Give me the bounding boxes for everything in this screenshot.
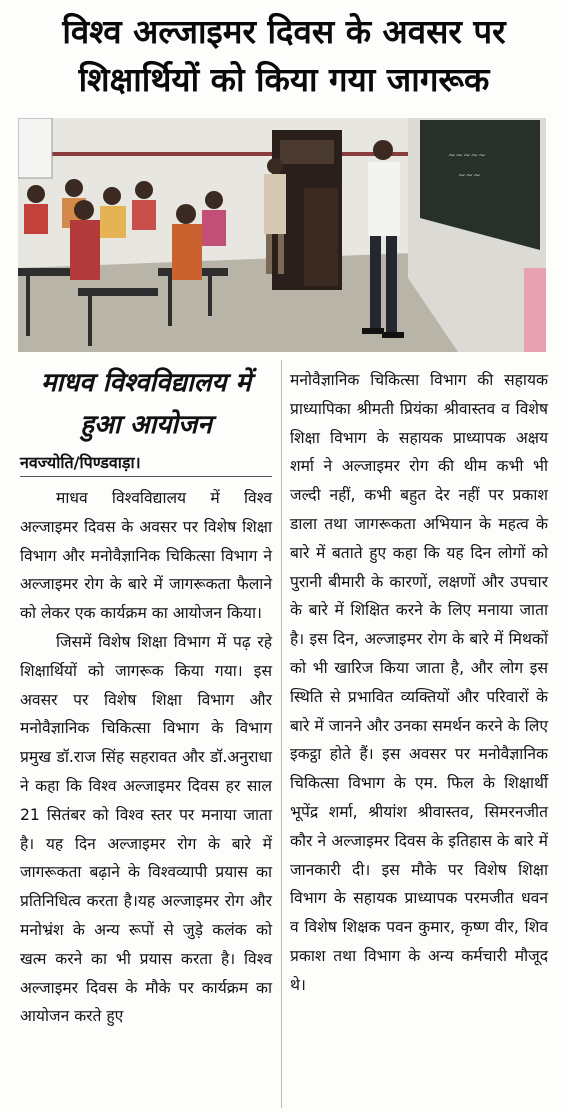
article-column-right bbox=[290, 366, 548, 1000]
column-divider bbox=[281, 360, 282, 1108]
dateline: नवज्योति/पिण्डवाड़ा। bbox=[20, 452, 272, 477]
classroom-photo-illustration bbox=[18, 118, 546, 352]
event-photo bbox=[18, 118, 546, 352]
paragraph-1: माधव विश्वविद्यालय में विश्व अल्जाइमर दिवस के अवसर पर विशेष शिक्षा विभाग और मनोवैज्ञानिक चिकित्सा विभाग ने अल्जाइमर रोग के बारे में जागरूकता फैलाने को लेकर एक कार्यक्रम का आयोजन किया। bbox=[20, 489, 272, 623]
sub-headline: माधव विश्वविद्यालय में हुआ आयोजन bbox=[40, 368, 252, 440]
article-column-left bbox=[20, 484, 272, 1031]
paragraph-3: मनोवैज्ञानिक चिकित्सा विभाग की सहायक प्राध्यापिका श्रीमती प्रियंका श्रीवास्तव व विशेष शिक्षा विभाग के सहायक प्राध्यापक अक्षय शर्मा ने अल्जाइमर रोग की थीम कभी भी जल्दी नहीं, कभी बहुत देर नहीं पर प्रकाश डाला तथा जागरूकता अभियान के महत्व के बारे में बताते हुए कहा कि यह दिन लोगों को पुरानी बीमारी के कारणों, लक्षणों और उपचार के बारे में शिक्षित करने के लिए मनाया जाता है। इस दिन, अल्जाइमर रोग के बारे में मिथकों को भी खारिज किया जाता है, और लोग इस स्थिति से प्रभावित व्यक्तियों और परिवारों के बारे में जानने और उनका समर्थन करने के लिए इकट्ठा होते हैं। इस अवसर पर मनोवैज्ञानिक चिकित्सा विभाग के एम. फिल के शिक्षार्थी भूपेंद्र शर्मा, श्रीयांश श्रीवास्तव, सिमरनजीत कौर ने अल्जाइमर दिवस के इतिहास के बारे में जानकारी दी। इस मौके पर विशेष शिक्षा विभाग के सहायक प्राध्यापक परमजीत धवन व विशेष शिक्षक पवन कुमार, कृष्ण वीर, शिव प्रकाश तथा विभाग के अन्य कर्मचारी मौजूद थे। bbox=[290, 371, 548, 994]
svg-text:~~~~~: ~~~~~ bbox=[448, 151, 486, 161]
svg-text:~~~: ~~~ bbox=[458, 171, 481, 181]
paragraph-2: जिसमें विशेष शिक्षा विभाग में पढ़ रहे शिक्षार्थियों को जागरूक किया गया। इस अवसर पर विशेष शिक्षा विभाग और मनोवैज्ञानिक चिकित्सा विभाग के विभाग प्रमुख डॉ.राज सिंह सहरावत और डॉ.अनुराधा ने कहा कि विश्व अल्जाइमर दिवस हर साल 21 सितंबर को विश्व स्तर पर मनाया जाता है। यह दिन अल्जाइमर रोग के बारे में जागरूकता बढ़ाने के विश्वव्यापी प्रयास का प्रतिनिधित्व करता है।यह अल्जाइमर रोग और मनोभ्रंश के अन्य रूपों से जुड़े कलंक को खत्म करने का भी प्रयास करता है। विश्व अल्जाइमर दिवस के मौके पर कार्यक्रम का आयोजन करते हुए bbox=[20, 632, 272, 1026]
headline: विश्व अल्जाइमर दिवस के अवसर पर शिक्षार्थियों को किया गया जागरूक bbox=[62, 12, 506, 99]
